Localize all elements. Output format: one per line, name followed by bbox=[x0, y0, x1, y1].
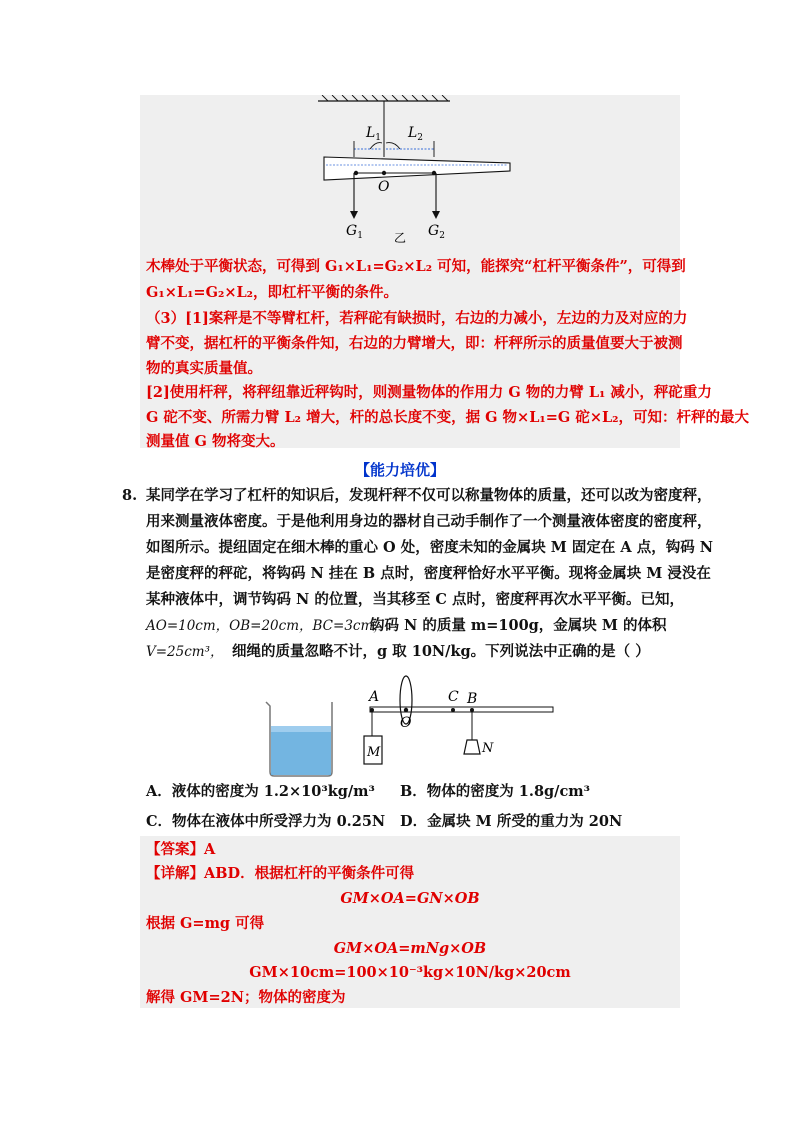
prev-answer-line8: 测量值 G 物将变大。 bbox=[146, 433, 285, 450]
l1-sub: 1 bbox=[375, 133, 382, 143]
question-line7a: V=25cm³， bbox=[146, 644, 224, 660]
l1-letter: L bbox=[366, 125, 376, 141]
question-line6b: 钩码 N 的质量 m=100g，金属块 M 的体积 bbox=[370, 617, 667, 634]
g1-sub: 1 bbox=[357, 231, 363, 241]
question-line5: 某种液体中，调节钩码 N 的位置，当其移至 C 点时，密度秤再次水平平衡。已知， bbox=[146, 591, 684, 608]
question-line3: 如图所示。提纽固定在细木棒的重心 O 处，密度未知的金属块 M 固定在 A 点，钩码 N bbox=[146, 539, 714, 556]
answer-equation-1: GM×OA=GN×OB bbox=[340, 890, 480, 907]
density-balance-figure bbox=[262, 670, 562, 780]
g2-sub: 2 bbox=[439, 231, 445, 241]
label-g1 bbox=[346, 223, 363, 241]
option-d[interactable]: D．金属块 M 所受的重力为 20N bbox=[400, 813, 623, 830]
liquid bbox=[271, 726, 331, 775]
option-a[interactable]: A．液体的密度为 1.2×10³kg/m³ bbox=[146, 783, 375, 800]
label-o: O bbox=[378, 179, 390, 195]
l2-letter: L bbox=[408, 125, 418, 141]
question-line4: 是密度秤的秤砣，将钩码 N 挂在 B 点时，密度秤恰好水平平衡。现将金属块 M 浸没在 bbox=[146, 565, 711, 582]
point-a-label: A bbox=[369, 689, 380, 705]
prev-answer-line5: 物的真实质量值。 bbox=[146, 360, 262, 377]
answer-detail: 【详解】ABD．根据杠杆的平衡条件可得 bbox=[146, 865, 415, 882]
weight-n-label: N bbox=[482, 741, 494, 756]
lever-figure-yi bbox=[310, 95, 530, 245]
balance-rod bbox=[370, 707, 553, 712]
block-m-label: M bbox=[367, 745, 381, 760]
question-line6a: AO=10cm，OB=20cm，BC=3cm， bbox=[146, 618, 387, 634]
question-line2: 用来测量液体密度。于是他利用身边的器材自己动手制作了一个测量液体密度的密度秤， bbox=[146, 513, 712, 530]
g2-letter: G bbox=[428, 223, 440, 239]
answer-label: 【答案】A bbox=[146, 841, 216, 858]
option-c[interactable]: C．物体在液体中所受浮力为 0.25N bbox=[146, 813, 386, 830]
label-g2 bbox=[428, 223, 445, 241]
l2-sub: 2 bbox=[417, 133, 424, 143]
question-line7b: 细绳的质量忽略不计，g 取 10N/kg。下列说法中正确的是（ ） bbox=[232, 643, 650, 660]
answer-text-2: 根据 G=mg 可得 bbox=[146, 915, 265, 932]
label-l2 bbox=[407, 125, 423, 143]
prev-answer-line3: （3）[1]案秤是不等臂杠杆，若秤砣有缺损时，右边的力减小，左边的力及对应的力 bbox=[146, 310, 688, 327]
question-line1: 某同学在学习了杠杆的知识后，发现杆秤不仅可以称量物体的质量，还可以改为密度秤， bbox=[146, 487, 712, 504]
point-c-label: C bbox=[448, 689, 459, 705]
prev-answer-line7: G 砣不变、所需力臂 L₂ 增大，杆的总长度不变，据 G 物×L₁=G 砣×L₂，可知：杆秤的最大 bbox=[146, 409, 750, 426]
prev-answer-line4: 臂不变，据杠杆的平衡条件知，右边的力臂增大，即：杆秤所示的质量值要大于被测 bbox=[146, 335, 683, 352]
figure-caption: 乙 bbox=[394, 231, 407, 245]
section-title: 【能力培优】 bbox=[354, 461, 445, 479]
answer-text-3: 解得 GM=2N；物体的密度为 bbox=[146, 989, 346, 1006]
prev-answer-line6: [2]使用杆秤，将秤纽靠近秤钩时，则测量物体的作用力 G 物的力臂 L₁ 减小，秤砣重力 bbox=[146, 384, 712, 401]
g1-letter: G bbox=[346, 223, 358, 239]
prev-answer-line1: 木棒处于平衡状态，可得到 G₁×L₁=G₂×L₂ 可知，能探究“杠杆平衡条件”，可得到 bbox=[146, 258, 686, 275]
answer-equation-3: GM×10cm=100×10⁻³kg×10N/kg×20cm bbox=[249, 964, 571, 981]
hook-weight-n bbox=[464, 740, 480, 754]
point-b-label: B bbox=[467, 691, 478, 707]
question-number: 8. bbox=[122, 487, 138, 504]
point-o-label: O bbox=[400, 715, 412, 731]
prev-answer-line2: G₁×L₁=G₂×L₂，即杠杆平衡的条件。 bbox=[146, 284, 399, 301]
label-l1 bbox=[365, 125, 381, 143]
answer-equation-2: GM×OA=mNg×OB bbox=[333, 940, 487, 957]
option-b[interactable]: B．物体的密度为 1.8g/cm³ bbox=[400, 783, 590, 800]
